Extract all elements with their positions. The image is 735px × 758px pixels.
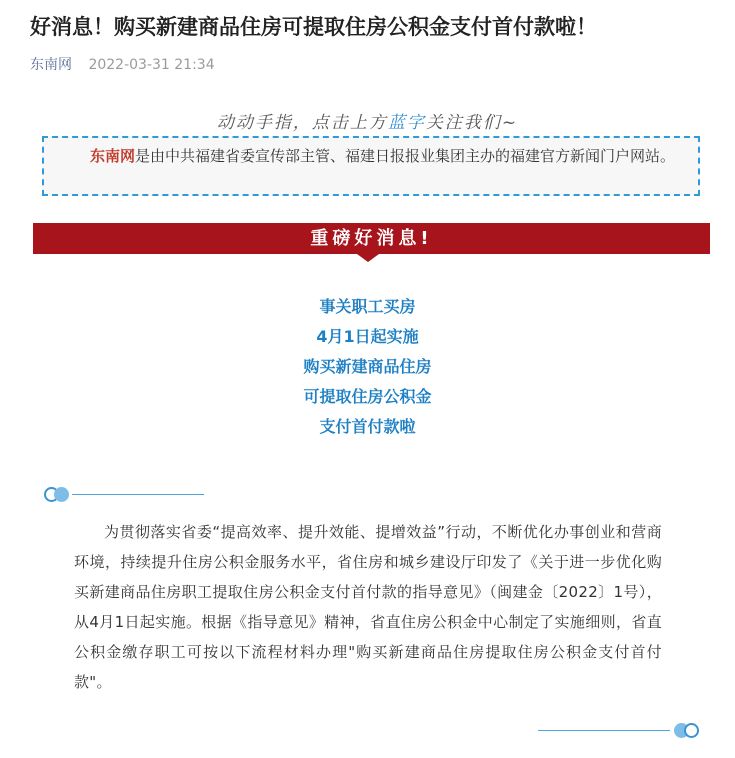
section-divider-top xyxy=(44,486,204,504)
follow-hint-part1: 动动手指，点击上方 xyxy=(216,113,388,133)
headline-line: 支付首付款啦 xyxy=(319,417,416,436)
intro-text: 是由中共福建省委宣传部主管、福建日报报业集团主办的福建官方新闻门户网站。 xyxy=(135,147,676,165)
publish-time: 2022-03-31 21:34 xyxy=(88,57,215,73)
follow-hint-bluetext: 蓝字 xyxy=(387,113,426,133)
headline-list xyxy=(0,292,735,442)
headline-banner xyxy=(33,223,710,254)
banner-title: 重磅好消息! xyxy=(310,228,433,249)
article-title: 好消息！购买新建商品住房可提取住房公积金支付首付款啦！ xyxy=(30,15,597,39)
headline-line: 事关职工买房 xyxy=(319,297,416,316)
headline-line: 可提取住房公积金 xyxy=(303,387,432,406)
divider-line xyxy=(72,494,204,495)
divider-dot-icon xyxy=(54,487,69,502)
headline-line: 4月1日起实施 xyxy=(316,327,419,346)
body-paragraph: 为贯彻落实省委“提高效率、提升效能、提增效益”行动，不断优化办事创业和营商环境，持续提升住房公积金服务水平，省住房和城乡建设厅印发了《关于进一步优化购买新建商品住房职工提取住房公积金支付首付款的指导意见》（闽建金〔2022〕1号），从4月1日起实施。根据《指导意见》精神，省直住房公积金中心制定了实施细则，省直公积金缴存职工可按以下流程材料办理"购买新建商品住房提取住房公积金支付首付款"。 xyxy=(74,523,662,691)
section-divider-bottom xyxy=(538,722,700,740)
source-link[interactable]: 东南网 xyxy=(30,57,72,73)
divider-line xyxy=(538,730,670,731)
follow-hint xyxy=(0,108,735,133)
intro-brand: 东南网 xyxy=(90,147,136,165)
divider-ring-icon xyxy=(684,723,699,738)
headline-line: 购买新建商品住房 xyxy=(303,357,432,376)
intro-box xyxy=(42,136,700,196)
banner-arrow-icon xyxy=(357,254,379,262)
follow-hint-part3: 关注我们~ xyxy=(425,113,519,133)
article-meta xyxy=(30,55,215,75)
